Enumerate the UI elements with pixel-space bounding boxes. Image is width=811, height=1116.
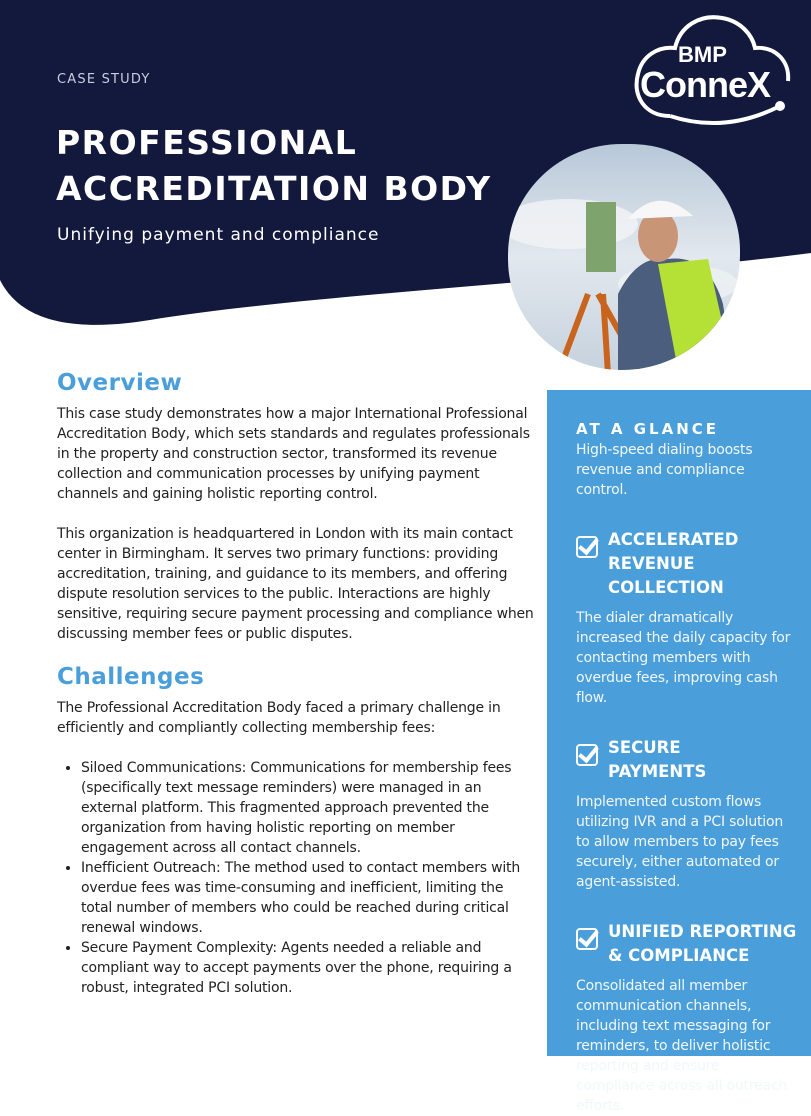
at-a-glance-heading: AT A GLANCE [576, 420, 720, 438]
page-title: PROFESSIONAL ACCREDITATION BODY [56, 123, 492, 208]
checkbox-icon [576, 928, 598, 950]
feature-text: The dialer dramatically increased the daily capacity for contacting members with overdue fees, improving cash flow. [576, 610, 791, 706]
main-content [57, 370, 537, 998]
overview-paragraph: This organization is headquartered in London with its main contact center in Birmingham. It serves two primary functions: providing accreditation, training, and guidance to its members, and offering dispute resolution services to the public. Interactions are highly sensitive, requiring secure payment processing and compliance when discussing member fees or public disputes. [57, 526, 534, 642]
page-subtitle: Unifying payment and compliance [57, 225, 380, 245]
checkbox-icon [576, 536, 598, 558]
list-item: • Inefficient Outreach: The method used to contact members with overdue fees was time-consuming and inefficient, limiting the total number of members who could be reached during critical renewal windows. [81, 858, 537, 938]
feature-block [576, 528, 799, 708]
at-a-glance-panel [547, 390, 811, 1114]
feature-title: ACCELERATED REVENUE COLLECTION [608, 530, 739, 597]
overview-paragraph: This case study demonstrates how a major International Professional Accreditation Body, which sets standards and regulates professionals in the property and construction sector, transformed its revenue collection and communication processes by unifying payment channels and gaining holistic reporting control. [57, 406, 530, 502]
challenges-heading: Challenges [57, 664, 205, 690]
surveyor-photo [508, 144, 740, 370]
overview-heading: Overview [57, 370, 183, 396]
list-item: • Siloed Communications: Communications for membership fees (specifically text message reminders) were managed in an external platform. This fragmented approach prevented the organization from having holistic reporting on member engagement across all contact channels. [81, 758, 537, 858]
at-a-glance-intro: High-speed dialing boosts revenue and compliance control. [576, 442, 753, 498]
checkbox-icon [576, 744, 598, 766]
bmp-connex-logo: BMP ConneX [630, 6, 800, 136]
feature-block [576, 736, 799, 892]
feature-title: SECURE PAYMENTS [608, 738, 707, 781]
kicker: CASE STUDY [57, 72, 151, 87]
feature-title: UNIFIED REPORTING & COMPLIANCE [608, 922, 797, 965]
feature-text: Consolidated all member communication channels, including text messaging for reminders, to deliver holistic reporting and ensure compliance across all outreach efforts. [576, 978, 788, 1114]
feature-block [576, 920, 799, 1116]
challenges-list [81, 758, 537, 998]
feature-text: Implemented custom flows utilizing IVR and a PCI solution to allow members to pay fees securely, either automated or agent-assisted. [576, 794, 784, 890]
challenges-intro: The Professional Accreditation Body faced a primary challenge in efficiently and compliantly collecting membership fees: [57, 700, 501, 736]
list-item: • Secure Payment Complexity: Agents needed a reliable and compliant way to accept payments over the phone, requiring a robust, integrated PCI solution. [81, 938, 537, 998]
